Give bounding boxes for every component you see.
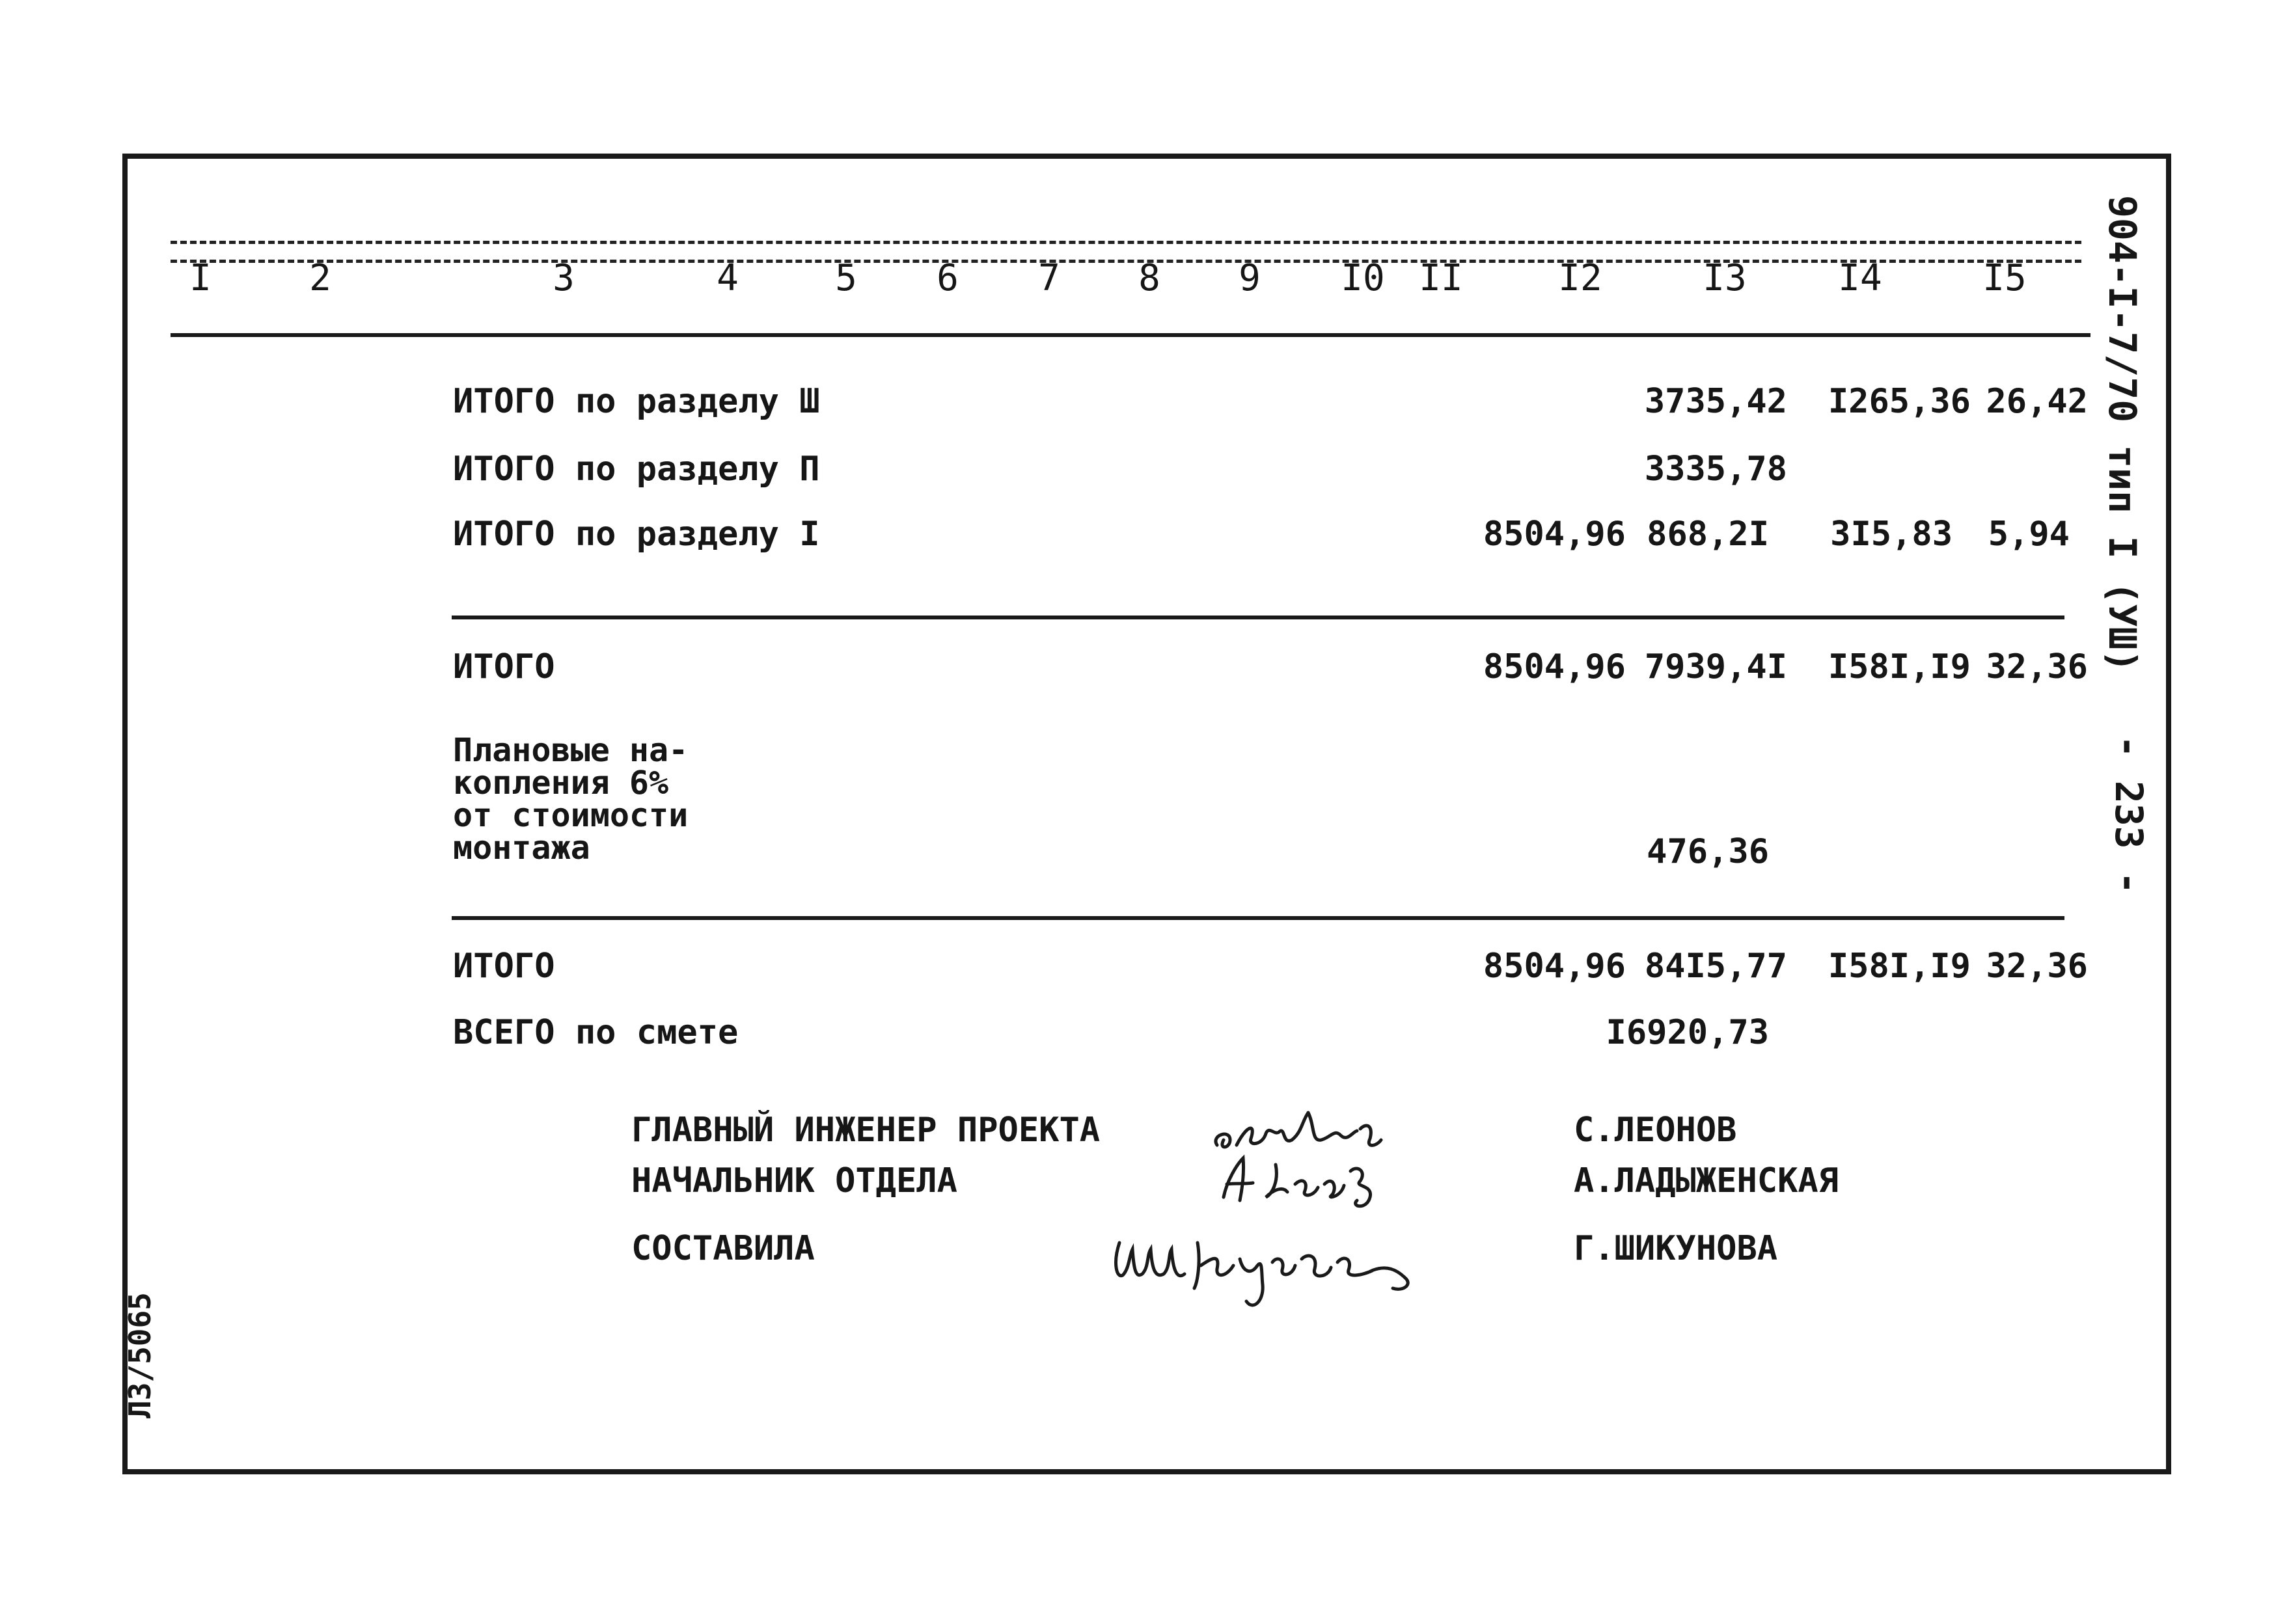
cell-c13: 868,2I — [1647, 515, 1769, 554]
document-code: 904-I-7/70 тип I (УШ) — [2100, 195, 2145, 673]
column-header: II — [1419, 257, 1463, 299]
cell-c12: 8504,96 — [1483, 947, 1626, 986]
cell-c13: 3335,78 — [1644, 450, 1787, 489]
row-label: ИТОГО по разделу П — [453, 450, 820, 489]
row-label-line: Плановые на- — [453, 731, 689, 769]
cell-c13: 476,36 — [1647, 832, 1769, 871]
column-header: I5 — [1982, 257, 2027, 299]
archive-code: ЛЗ/5065 — [122, 1292, 158, 1418]
row-label: ИТОГО по разделу Ш — [453, 382, 820, 421]
signatory-title: НАЧАЛЬНИК ОТДЕЛА — [631, 1161, 957, 1200]
cell-c15: 26,42 — [1986, 382, 2088, 421]
column-header: I0 — [1341, 257, 1385, 299]
cell-c14: I265,36 — [1828, 382, 1971, 421]
column-header: 3 — [553, 257, 575, 299]
header-dashes — [171, 241, 2081, 263]
cell-c15: 32,36 — [1986, 647, 2088, 686]
page-number: - 233 - — [2107, 735, 2151, 895]
cell-c13: 7939,4I — [1644, 647, 1787, 686]
row-label: ВСЕГО по смете — [453, 1013, 739, 1052]
signature-ladyzhenskaya — [1211, 1145, 1419, 1217]
signatory-name: С.ЛЕОНОВ — [1574, 1111, 1737, 1150]
cell-c14: I58I,I9 — [1828, 947, 1971, 986]
section-rule — [452, 916, 2064, 920]
signatory-name: А.ЛАДЫЖЕНСКАЯ — [1574, 1161, 1839, 1200]
row-label: ИТОГО — [453, 647, 555, 686]
row-label-line: монтажа — [453, 829, 590, 867]
column-header: 7 — [1038, 257, 1060, 299]
column-header: 9 — [1239, 257, 1261, 299]
row-label-multiline — [453, 731, 726, 867]
cell-c13: 84I5,77 — [1644, 947, 1787, 986]
row-label: ИТОГО — [453, 947, 555, 986]
cell-c13: 3735,42 — [1644, 382, 1787, 421]
header-rule — [171, 333, 2090, 337]
cell-c15: 32,36 — [1986, 947, 2088, 986]
signatory-name: Г.ШИКУНОВА — [1574, 1229, 1778, 1268]
cell-c14: 3I5,83 — [1830, 515, 1953, 554]
column-header: 4 — [717, 257, 739, 299]
row-label-line: копления 6% — [453, 764, 669, 802]
signatory-title: ГЛАВНЫЙ ИНЖЕНЕР ПРОЕКТА — [631, 1111, 1101, 1150]
column-header: I4 — [1838, 257, 1882, 299]
column-header: I2 — [1558, 257, 1602, 299]
column-header: 2 — [309, 257, 331, 299]
row-label: ИТОГО по разделу I — [453, 515, 820, 554]
signature-shikunova — [1106, 1223, 1445, 1321]
signatory-title: СОСТАВИЛА — [631, 1229, 815, 1268]
row-label-line: от стоимости — [453, 796, 689, 834]
cell-c14: I58I,I9 — [1828, 647, 1971, 686]
cell-c12: 8504,96 — [1483, 515, 1626, 554]
column-header: 6 — [937, 257, 959, 299]
cell-c12: 8504,96 — [1483, 647, 1626, 686]
section-rule — [452, 616, 2064, 619]
column-header: 8 — [1138, 257, 1160, 299]
column-header: I3 — [1703, 257, 1747, 299]
column-header: 5 — [835, 257, 857, 299]
column-header: I — [189, 257, 212, 299]
cell-c15: 5,94 — [1988, 515, 2070, 554]
cell-c13: I6920,73 — [1606, 1013, 1769, 1052]
